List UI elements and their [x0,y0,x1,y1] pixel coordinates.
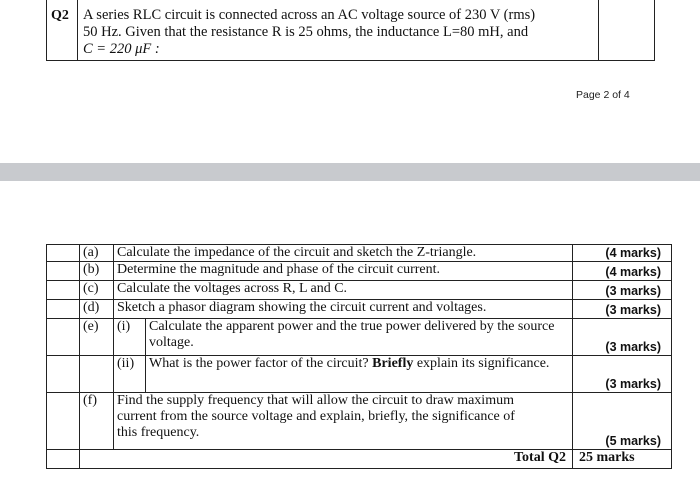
blank-cell [47,356,80,393]
table-row [47,356,672,393]
table-row [47,449,672,468]
part-label: (b) [80,262,114,280]
part-label: (a) [80,245,114,262]
table-row [47,300,672,318]
marks-badge: (3 marks) [573,356,672,393]
sub-questions-table [46,244,672,469]
question-number: Q2 [47,0,78,60]
table-row [47,245,672,262]
part-label: (f) [80,393,114,449]
blank-cell [47,449,80,468]
marks-badge: (4 marks) [573,262,672,280]
blank-cell [47,245,80,262]
blank-cell [47,262,80,280]
sub-part-label: (i) [114,318,146,356]
part-label: (d) [80,300,114,318]
blank-cell [47,393,80,449]
question-header-box [46,0,655,61]
table-row [47,262,672,280]
part-text-bold: Briefly [372,356,414,372]
page-separator-band [0,163,700,181]
part-text: Find the supply frequency that will allow the circuit to draw maximum current from the source voltage and explain, briefly, the significance of this frequency. [114,393,573,449]
blank-cell [47,318,80,356]
table-row [47,318,672,356]
blank-cell [47,300,80,318]
marks-badge: (3 marks) [573,300,672,318]
blank-cell [47,280,80,299]
part-label: (e) [80,318,114,356]
total-label: Total Q2 [80,449,573,468]
part-text: Calculate the apparent power and the true power delivered by the source voltage. [146,318,573,356]
table-row [47,393,672,449]
table-row [47,280,672,299]
part-text: Calculate the impedance of the circuit and sketch the Z-triangle. [114,245,573,262]
part-text: Calculate the voltages across R, L and C. [114,280,573,299]
marks-badge: (4 marks) [573,245,672,262]
blank-cell [80,356,114,393]
part-text-start: What is the power factor of the circuit? [149,356,373,372]
part-text-end: explain its significance. [413,356,550,372]
marks-badge: (3 marks) [573,280,672,299]
part-label: (c) [80,280,114,299]
marks-badge: (5 marks) [573,393,672,449]
part-text: Sketch a phasor diagram showing the circuit current and voltages. [114,300,573,318]
sub-part-label: (ii) [114,356,146,393]
part-text: Determine the magnitude and phase of the circuit current. [114,262,573,280]
page-number: Page 2 of 4 [576,89,630,101]
question-line-2: 50 Hz. Given that the resistance R is 25 ohms, the inductance L=80 mH, and [83,24,529,40]
part-text [146,356,573,393]
question-statement [79,0,599,60]
question-line-1: A series RLC circuit is connected across an AC voltage source of 230 V (rms) [83,7,536,23]
marks-badge: (3 marks) [573,318,672,356]
question-line-3: C = 220 μF : [83,41,160,57]
total-marks: 25 marks [573,449,672,468]
